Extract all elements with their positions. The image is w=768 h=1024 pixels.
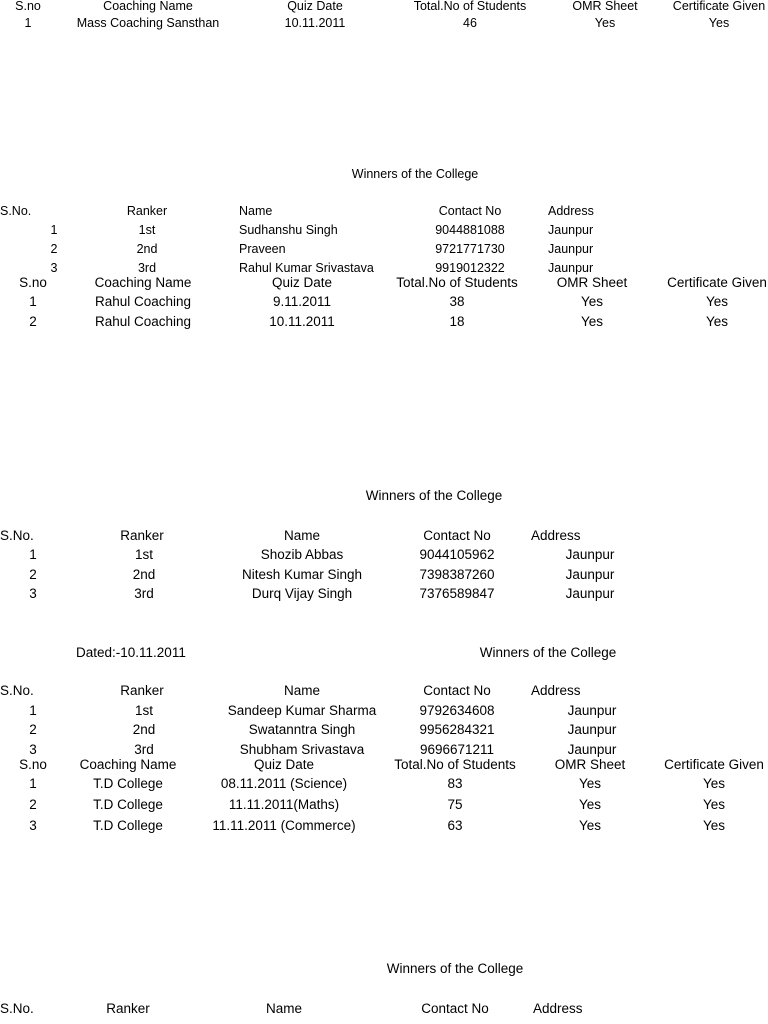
winners-title: Winners of the College <box>351 167 479 181</box>
cell-contact-no: 9044105962 <box>419 547 495 562</box>
cell-sno: 2 <box>29 567 37 582</box>
header-name: Name <box>239 204 273 218</box>
header-ranker: Ranker <box>106 1001 150 1016</box>
header-certificate-given: Certificate Given <box>664 757 764 772</box>
cell-contact-no: 7376589847 <box>419 586 495 601</box>
header-contact-no: Contact No <box>423 683 491 698</box>
cell-quiz-date: 10.11.2011 <box>284 16 346 30</box>
cell-ranker: 2nd <box>132 567 156 582</box>
header-address: Address <box>548 204 594 218</box>
cell-quiz-date: 9.11.2011 <box>272 294 332 309</box>
cell-total-students: 18 <box>449 314 465 329</box>
cell-total-students: 38 <box>449 294 465 309</box>
cell-sno: 2 <box>29 722 37 737</box>
cell-coaching-name: T.D College <box>93 776 163 791</box>
cell-coaching-name: T.D College <box>93 818 163 833</box>
cell-contact-no: 7398387260 <box>419 567 495 582</box>
cell-sno: 1 <box>24 16 32 30</box>
cell-sno: 2 <box>29 314 37 329</box>
cell-ranker: 3rd <box>134 586 154 601</box>
cell-address: Jaunpur <box>565 567 615 582</box>
cell-ranker: 3rd <box>134 742 154 757</box>
header-ranker: Ranker <box>120 528 164 543</box>
header-name: Name <box>265 1001 303 1016</box>
winners-title: Winners of the College <box>365 488 503 503</box>
header-omr-sheet: OMR Sheet <box>572 0 638 13</box>
header-name: Name <box>283 683 321 698</box>
cell-sno: 2 <box>29 797 37 812</box>
cell-sno: 2 <box>50 242 58 256</box>
cell-sno: 3 <box>29 742 37 757</box>
cell-ranker: 1st <box>138 223 156 237</box>
winners-title: Winners of the College <box>386 961 524 976</box>
header-name: Name <box>283 528 321 543</box>
cell-coaching-name: Rahul Coaching <box>94 314 192 329</box>
cell-omr-sheet: Yes <box>594 16 616 30</box>
header-sno: S.No. <box>0 683 34 698</box>
cell-ranker: 1st <box>134 703 154 718</box>
cell-certificate-given: Yes <box>702 776 726 791</box>
cell-address: Jaunpur <box>548 242 594 256</box>
cell-sno: 1 <box>50 223 58 237</box>
cell-name: Sudhanshu Singh <box>239 223 338 237</box>
cell-sno: 1 <box>29 776 37 791</box>
cell-sno: 1 <box>29 294 37 309</box>
header-ranker: Ranker <box>126 204 168 218</box>
header-contact-no: Contact No <box>438 204 502 218</box>
header-omr-sheet: OMR Sheet <box>556 275 628 290</box>
cell-address: Jaunpur <box>565 547 615 562</box>
cell-address: Jaunpur <box>567 742 617 757</box>
cell-sno: 3 <box>50 261 58 275</box>
cell-total-students: 46 <box>463 16 477 30</box>
cell-name: Rahul Kumar Srivastava <box>239 261 374 275</box>
cell-ranker: 2nd <box>132 722 156 737</box>
cell-sno: 3 <box>29 818 37 833</box>
cell-certificate-given: Yes <box>702 818 726 833</box>
header-address: Address <box>531 683 581 698</box>
header-coaching-name: Coaching Name <box>79 757 177 772</box>
cell-name: Sandeep Kumar Sharma <box>227 703 377 718</box>
header-contact-no: Contact No <box>421 1001 489 1016</box>
cell-name: Praveen <box>239 242 286 256</box>
cell-contact-no: 9696671211 <box>419 742 495 757</box>
cell-sno: 3 <box>29 586 37 601</box>
header-quiz-date: Quiz Date <box>287 0 343 13</box>
cell-total-students: 83 <box>447 776 463 791</box>
header-total-students: Total.No of Students <box>396 275 518 290</box>
cell-name: Shozib Abbas <box>260 547 344 562</box>
header-quiz-date: Quiz Date <box>253 757 315 772</box>
cell-omr-sheet: Yes <box>580 314 604 329</box>
header-sno: S.no <box>19 275 47 290</box>
cell-quiz-date: 08.11.2011 (Science) <box>220 776 348 791</box>
header-omr-sheet: OMR Sheet <box>554 757 626 772</box>
cell-certificate-given: Yes <box>705 294 729 309</box>
cell-contact-no: 9956284321 <box>419 722 495 737</box>
cell-ranker: 3rd <box>137 261 157 275</box>
header-contact-no: Contact No <box>423 528 491 543</box>
header-sno: S.no <box>19 757 47 772</box>
header-certificate-given: Certificate Given <box>672 0 766 13</box>
cell-omr-sheet: Yes <box>580 294 604 309</box>
header-coaching-name: Coaching Name <box>94 275 192 290</box>
cell-name: Swatanntra Singh <box>248 722 356 737</box>
cell-omr-sheet: Yes <box>578 776 602 791</box>
header-total-students: Total.No of Students <box>394 757 516 772</box>
cell-coaching-name: Mass Coaching Sansthan <box>76 16 220 30</box>
cell-total-students: 75 <box>447 797 463 812</box>
cell-contact-no: 9792634608 <box>419 703 495 718</box>
cell-name: Nitesh Kumar Singh <box>241 567 363 582</box>
cell-certificate-given: Yes <box>708 16 730 30</box>
cell-quiz-date: 10.11.2011 <box>269 314 335 329</box>
header-sno: S.no <box>15 0 41 13</box>
header-ranker: Ranker <box>120 683 164 698</box>
cell-contact-no: 9721771730 <box>435 242 505 256</box>
cell-coaching-name: T.D College <box>93 797 163 812</box>
cell-name: Durq Vijay Singh <box>251 586 353 601</box>
cell-certificate-given: Yes <box>705 314 729 329</box>
header-quiz-date: Quiz Date <box>271 275 333 290</box>
cell-omr-sheet: Yes <box>578 818 602 833</box>
dated-label: Dated:-10.11.2011 <box>76 645 186 660</box>
header-address: Address <box>533 1001 583 1016</box>
cell-ranker: 2nd <box>136 242 158 256</box>
header-sno: S.No. <box>0 1001 34 1016</box>
header-certificate-given: Certificate Given <box>667 275 767 290</box>
cell-address: Jaunpur <box>565 586 615 601</box>
cell-address: Jaunpur <box>548 223 594 237</box>
cell-quiz-date: 11.11.2011 (Commerce) <box>212 818 356 833</box>
cell-sno: 1 <box>29 703 37 718</box>
cell-contact-no: 9044881088 <box>435 223 505 237</box>
header-sno: S.No. <box>0 528 34 543</box>
cell-coaching-name: Rahul Coaching <box>94 294 192 309</box>
cell-address: Jaunpur <box>567 722 617 737</box>
header-total-students: Total.No of Students <box>413 0 527 13</box>
header-coaching-name: Coaching Name <box>103 0 193 13</box>
cell-address: Jaunpur <box>548 261 594 275</box>
winners-title: Winners of the College <box>479 645 617 660</box>
cell-name: Shubham Srivastava <box>239 742 365 757</box>
cell-total-students: 63 <box>447 818 463 833</box>
header-address: Address <box>531 528 581 543</box>
cell-quiz-date: 11.11.2011(Maths) <box>228 797 340 812</box>
header-sno: S.No. <box>0 204 32 218</box>
cell-ranker: 1st <box>134 547 154 562</box>
cell-address: Jaunpur <box>567 703 617 718</box>
cell-sno: 1 <box>29 547 37 562</box>
cell-omr-sheet: Yes <box>578 797 602 812</box>
cell-certificate-given: Yes <box>702 797 726 812</box>
cell-contact-no: 9919012322 <box>435 261 505 275</box>
